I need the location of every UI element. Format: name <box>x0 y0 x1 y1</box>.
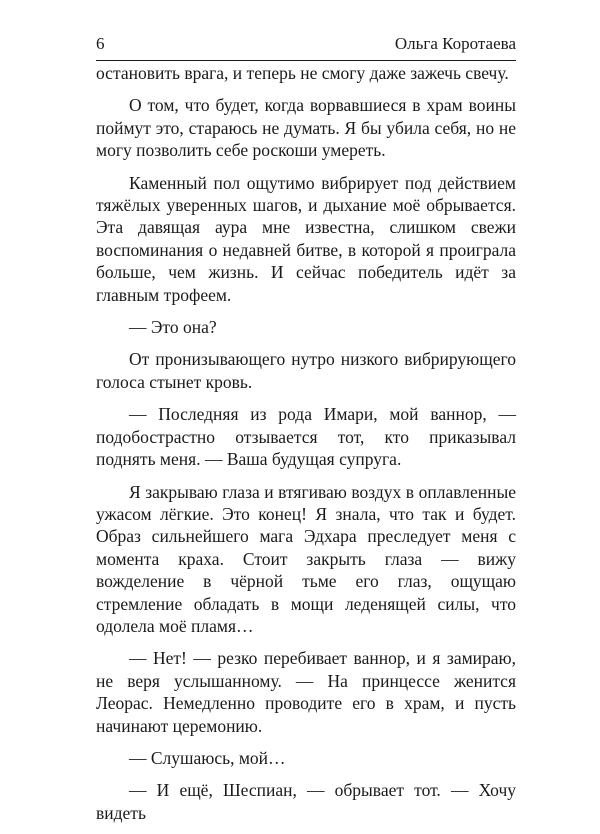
page-header <box>96 30 516 61</box>
body-text <box>96 62 516 834</box>
paragraph: От пронизывающего нутро низкого вибрирующего голоса стынет кровь. <box>96 349 516 392</box>
paragraph: — Слушаюсь, мой… <box>129 747 286 768</box>
running-title: Ольга Коротаева <box>394 34 516 53</box>
paragraph: — Последняя из рода Имари, мой ваннор, — подобострастно отзывается тот, кто приказывал поднять меня. — Ваша будущая супруга. <box>96 404 516 470</box>
paragraph: — Это она? <box>129 317 217 338</box>
page-number: 6 <box>96 34 105 53</box>
paragraph: — Нет! — резко перебивает ваннор, и я замираю, не веря услышанному. — На принцессе женится Леорас. Немедленно проводите его в храм, и пусть начинают церемонию. <box>96 648 516 736</box>
paragraph: О том, что будет, когда ворвавшиеся в храм воины поймут это, стараюсь не думать. Я бы убила себя, но не могу позволить себе роскоши умереть. <box>96 95 516 161</box>
paragraph: Каменный пол ощутимо вибрирует под действием тяжёлых уверенных шагов, и дыхание моё обрывается. Эта давящая аура мне известна, слишком свежи воспоминания о недавней битве, в которой я проиграла больше, чем жизнь. И сейчас победитель идёт за главным трофеем. <box>96 172 516 305</box>
paragraph: Я закрываю глаза и втягиваю воздух в оплавленные ужасом лёгкие. Это конец! Я знала, что так и будет. Образ сильнейшего мага Эдхара преследует меня с момента краха. Стоит закрыть глаза — вижу вожделение в чёрной тьме его глаз, ощущаю стремление обладать в мощи леденящей силы, что одолела моё пламя… <box>96 481 516 636</box>
paragraph: — И ещё, Шеспиан, — обрывает тот. — Хочу видеть <box>96 780 516 823</box>
paragraph: остановить врага, и теперь не смогу даже зажечь свечу. <box>96 63 509 83</box>
